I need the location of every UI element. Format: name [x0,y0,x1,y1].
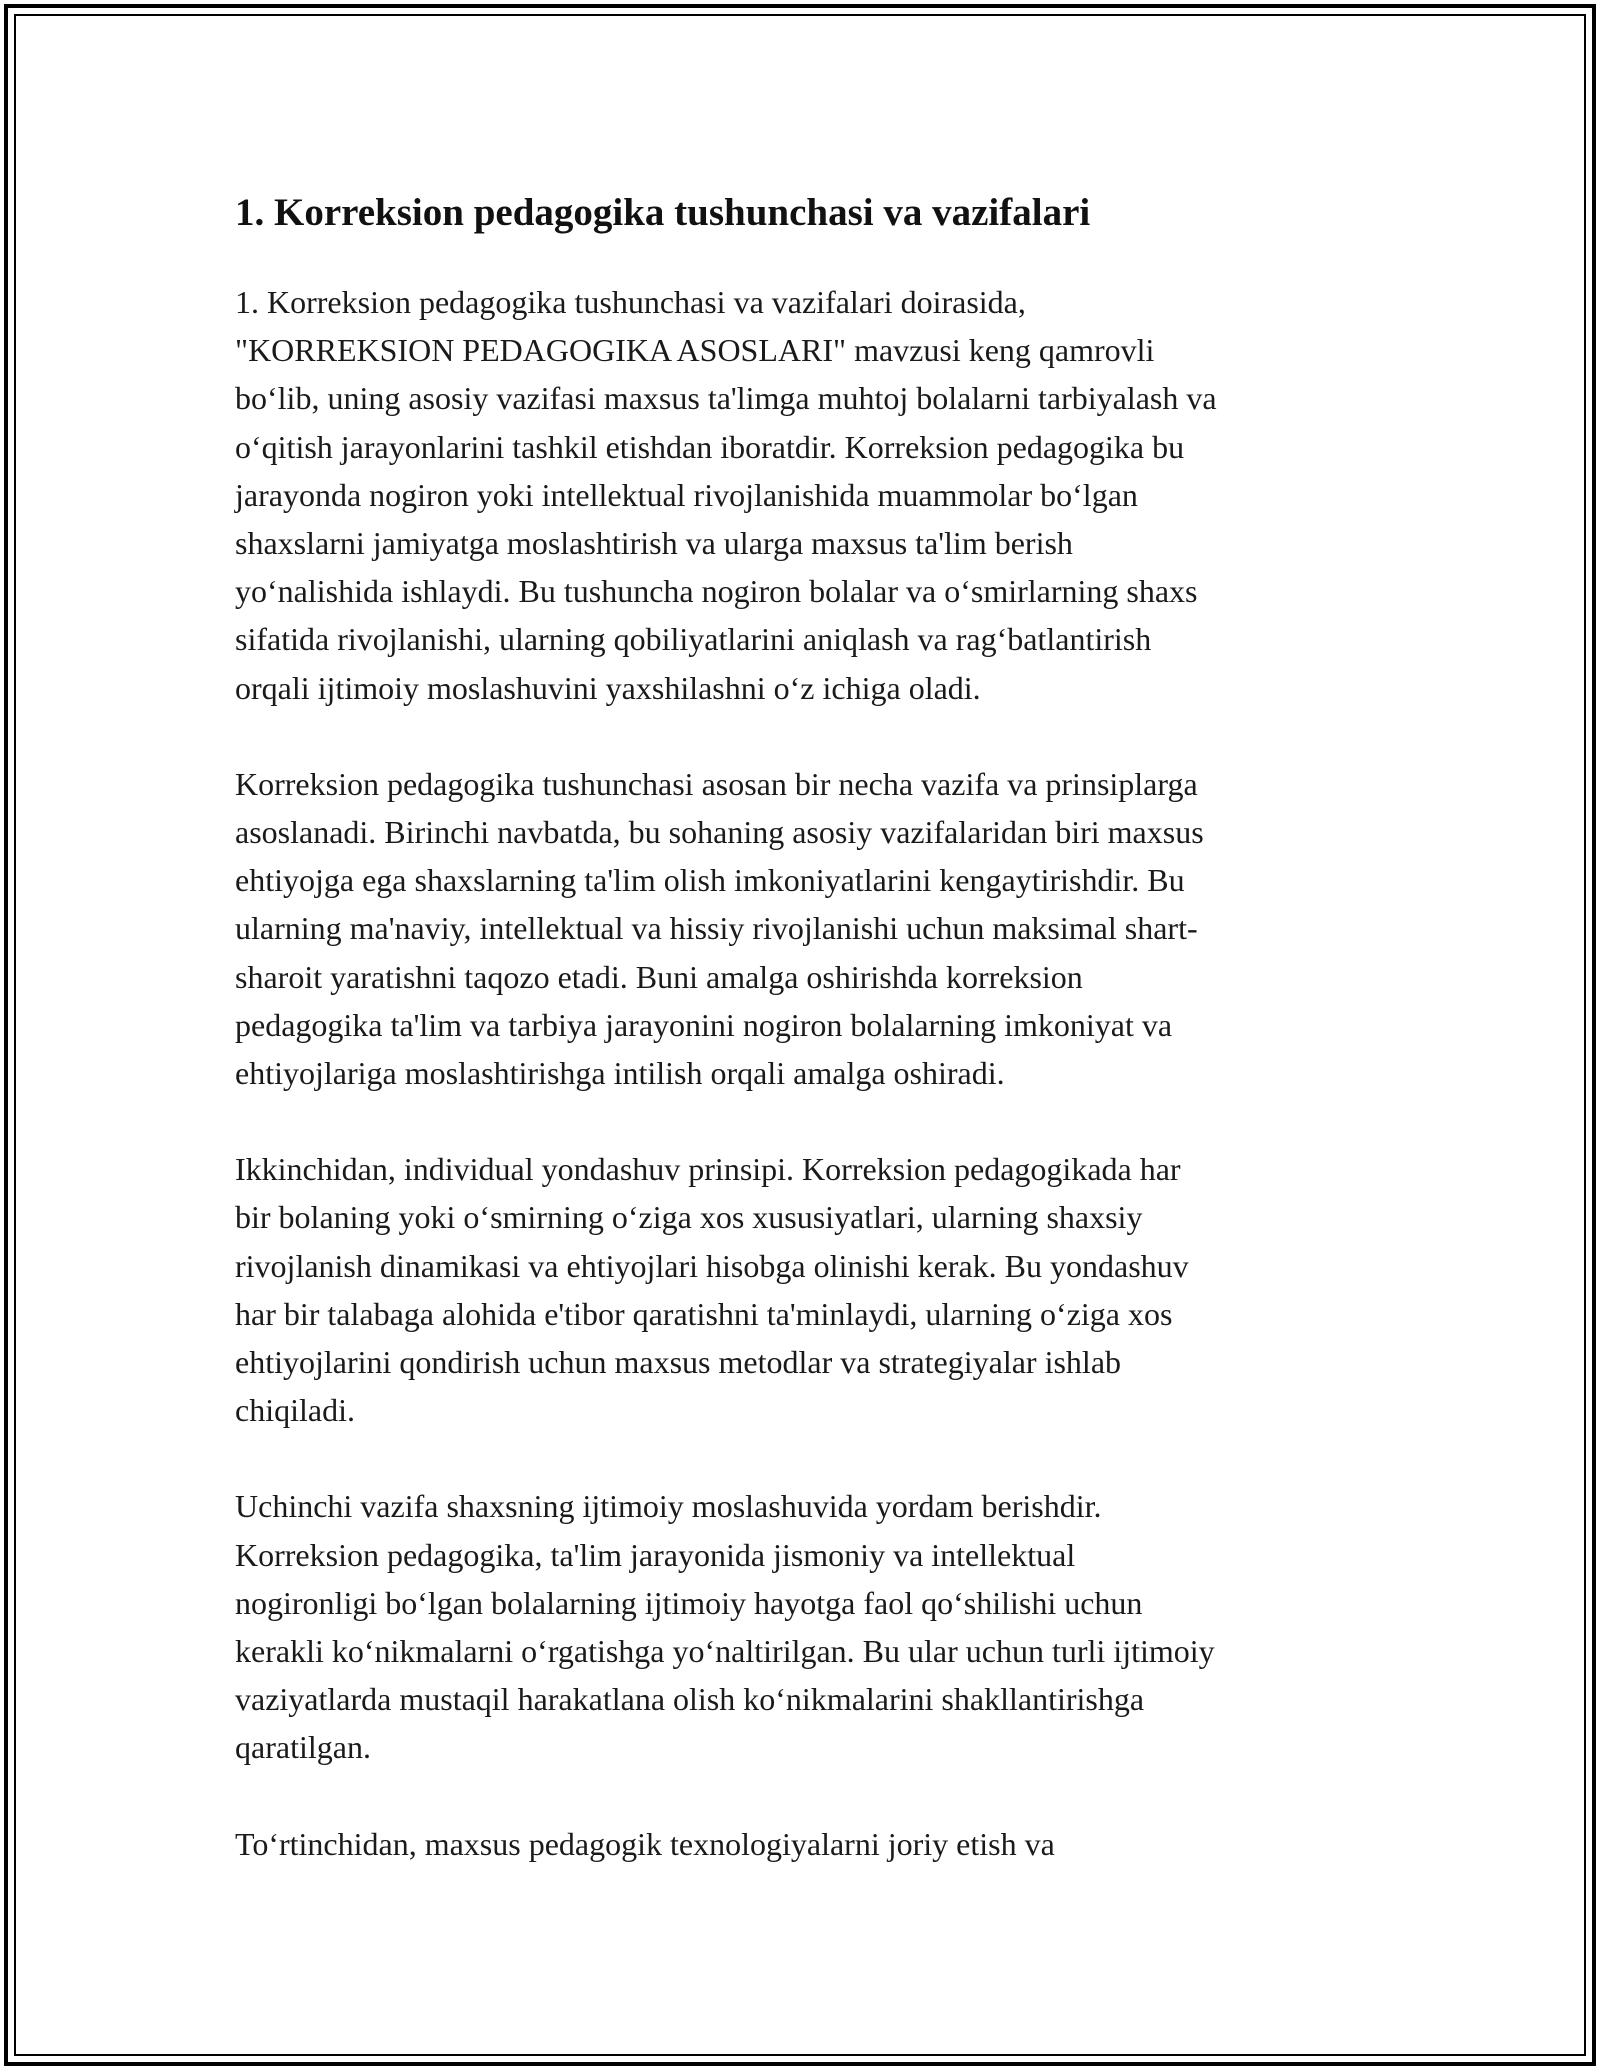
paragraph-line: nogironligi bo‘lgan bolalarning ijtimoiy hayotga faol qo‘shilishi uchun [235,1584,1143,1621]
paragraph-line: sharoit yaratishni taqozo etadi. Buni amalga oshirishda korreksion [235,958,1083,995]
paragraph [235,1145,1375,1434]
paragraph-line: ehtiyojga ega shaxslarning ta'lim olish imkoniyatlarini kengaytirishdir. Bu [235,862,1185,899]
paragraph-line: pedagogika ta'lim va tarbiya jarayonini nogiron bolalarning imkoniyat va [235,1006,1173,1043]
paragraph [235,1482,1375,1771]
paragraph-line: ularning ma'naviy, intellektual va hissiy rivojlanishi uchun maksimal shart- [235,910,1198,947]
document-title: 1. Korreksion pedagogika tushunchasi va vazifalari [235,191,1091,234]
paragraph-line: o‘qitish jarayonlarini tashkil etishdan iboratdir. Korreksion pedagogika bu [235,428,1185,465]
paragraph-line: Korreksion pedagogika, ta'lim jarayonida jismoniy va intellektual [235,1536,1076,1573]
paragraph-line: kerakli ko‘nikmalarni o‘rgatishga yo‘naltirilgan. Bu ular uchun turli ijtimoiy [235,1633,1215,1670]
paragraph [235,1820,1375,1868]
paragraph-line: rivojlanish dinamikasi va ehtiyojlari hisobga olinishi kerak. Bu yondashuv [235,1247,1189,1284]
paragraph-list [235,278,1375,1868]
paragraph [235,760,1375,1097]
paragraph-line: chiqiladi. [235,1392,355,1429]
paragraph-line: yo‘nalishida ishlaydi. Bu tushuncha nogiron bolalar va o‘smirlarning shaxs [235,573,1198,610]
paragraph-line: Korreksion pedagogika tushunchasi asosan bir necha vazifa va prinsiplarga [235,765,1198,802]
paragraph-line: har bir talabaga alohida e'tibor qaratishni ta'minlaydi, ularning o‘ziga xos [235,1295,1173,1332]
paragraph-line: ehtiyojlariga moslashtirishga intilish orqali amalga oshiradi. [235,1055,1005,1092]
paragraph-line: sifatida rivojlanishi, ularning qobiliyatlarini aniqlash va rag‘batlantirish [235,621,1152,658]
paragraph-line: Uchinchi vazifa shaxsning ijtimoiy moslashuvida yordam berishdir. [235,1488,1102,1525]
paragraph-line: asoslanadi. Birinchi navbatda, bu sohaning asosiy vazifalaridan biri maxsus [235,814,1204,851]
paragraph-line: ehtiyojlarini qondirish uchun maxsus metodlar va strategiyalar ishlab [235,1344,1122,1381]
paragraph-line: Ikkinchidan, individual yondashuv prinsipi. Korreksion pedagogikada har [235,1151,1181,1188]
document-body [235,186,1375,1916]
paragraph-line: bo‘lib, uning asosiy vazifasi maxsus ta'limga muhtoj bolalarni tarbiyalash va [235,380,1217,417]
paragraph-line: vaziyatlarda mustaqil harakatlana olish ko‘nikmalarini shakllantirishga [235,1681,1145,1718]
paragraph-line: "KORREKSION PEDAGOGIKA ASOSLARI" mavzusi keng qamrovli [235,332,1155,369]
paragraph-line: shaxslarni jamiyatga moslashtirish va ularga maxsus ta'lim berish [235,525,1073,562]
paragraph-line: jarayonda nogiron yoki intellektual rivojlanishida muammolar bo‘lgan [235,476,1138,513]
paragraph-line: 1. Korreksion pedagogika tushunchasi va vazifalari doirasida, [235,284,1026,320]
paragraph-line: orqali ijtimoiy moslashuvini yaxshilashni o‘z ichiga oladi. [235,669,981,706]
paragraph-line: qaratilgan. [235,1729,371,1766]
paragraph-line: To‘rtinchidan, maxsus pedagogik texnologiyalarni joriy etish va [235,1825,1055,1862]
paragraph-line: bir bolaning yoki o‘smirning o‘ziga xos xususiyatlari, ularning shaxsiy [235,1199,1143,1236]
paragraph [235,278,1375,712]
